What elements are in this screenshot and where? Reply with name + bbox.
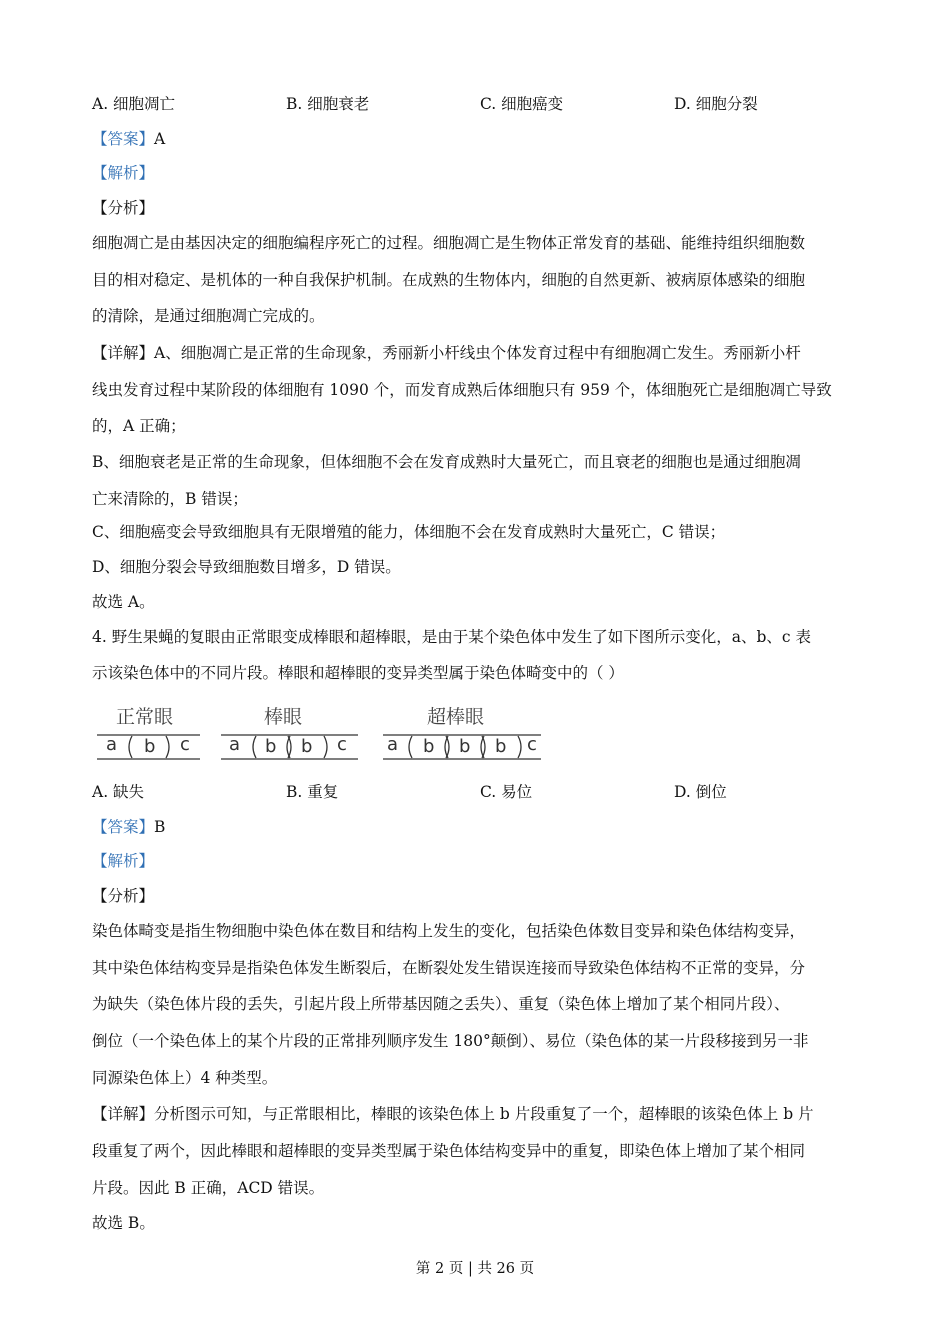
q4-option-a: A. 缺失 xyxy=(92,783,145,801)
q4-fenxi-tag: 【分析】 xyxy=(92,887,155,905)
segment-label: b xyxy=(423,736,435,757)
segment-boundary xyxy=(324,736,327,758)
q4-fenxi-line: 为缺失（染色体片段的丢失，引起片段上所带基因随之丢失）、重复（染色体上增加了某个相同片段）、 xyxy=(92,995,790,1013)
segment-label: a xyxy=(106,734,118,755)
q3-fenxi-line: 目的相对稳定、是机体的一种自我保护机制。在成熟的生物体内，细胞的自然更新、被病原体感染的细胞 xyxy=(92,271,806,289)
segment-label: c xyxy=(337,734,347,755)
q3-detail-line: 线虫发育过程中某阶段的体细胞有 1090 个，而发育成熟后体细胞只有 959 个，体细胞死亡是细胞凋亡导致 xyxy=(92,381,832,399)
q3-detail-line: D、细胞分裂会导致细胞数目增多，D 错误。 xyxy=(92,558,401,576)
q3-fenxi-line: 的清除，是通过细胞凋亡完成的。 xyxy=(92,307,325,325)
answer-value: A xyxy=(154,130,166,148)
segment-label: b xyxy=(301,736,313,757)
figure-title-normal-eye: 正常眼 xyxy=(116,706,174,728)
segment-boundary xyxy=(166,736,169,758)
q3-detail-line: 亡来清除的，B 错误； xyxy=(92,490,248,508)
q4-option-d: D. 倒位 xyxy=(674,783,727,801)
q3-detail-line: 【详解】A、细胞凋亡是正常的生命现象，秀丽新小杆线虫个体发育过程中有细胞凋亡发生。秀丽新小杆 xyxy=(92,344,801,362)
segment-label: b xyxy=(495,736,507,757)
segment-boundary xyxy=(253,736,256,758)
q3-option-a: A. 细胞凋亡 xyxy=(92,95,176,113)
q4-fenxi-line: 染色体畸变是指生物细胞中染色体在数目和结构上发生的变化，包括染色体数目变异和染色体结构变异， xyxy=(92,922,806,940)
q4-option-b: B. 重复 xyxy=(286,783,339,801)
q3-fenxi-tag: 【分析】 xyxy=(92,199,155,217)
segment-boundary xyxy=(409,736,412,758)
q4-detail-line: 片段。因此 B 正确，ACD 错误。 xyxy=(92,1179,325,1197)
answer-tag: 【答案】 xyxy=(92,818,155,836)
figure-title-ultrabar-eye: 超棒眼 xyxy=(427,706,485,728)
q4-option-c: C. 易位 xyxy=(480,783,533,801)
q4-stem-line: 4. 野生果蝇的复眼由正常眼变成棒眼和超棒眼，是由于某个染色体中发生了如下图所示变化，a、b、c 表 xyxy=(92,628,811,646)
q3-analysis-tag: 【解析】 xyxy=(92,164,155,182)
answer-value: B xyxy=(154,818,166,836)
q4-fenxi-line: 其中染色体结构变异是指染色体发生断裂后，在断裂处发生错误连接而导致染色体结构不正常的变异，分 xyxy=(92,959,806,977)
q4-fenxi-line: 倒位（一个染色体上的某个片段的正常排列顺序发生 180°颠倒）、易位（染色体的某一片段移接到另一非 xyxy=(92,1032,809,1050)
segment-label: c xyxy=(527,734,537,755)
segment-label: b xyxy=(265,736,277,757)
segment-label: b xyxy=(144,736,156,757)
segment-label: c xyxy=(180,734,190,755)
answer-tag: 【答案】 xyxy=(92,130,155,148)
segment-label: a xyxy=(387,734,399,755)
q4-detail-line: 【详解】分析图示可知，与正常眼相比，棒眼的该染色体上 b 片段重复了一个，超棒眼的该染色体上 b 片 xyxy=(92,1105,814,1123)
q3-detail-line: 的，A 正确； xyxy=(92,417,186,435)
segment-label: b xyxy=(459,736,471,757)
segment-boundary xyxy=(518,736,521,758)
q3-fenxi-line: 细胞凋亡是由基因决定的细胞编程序死亡的过程。细胞凋亡是生物体正常发育的基础、能维持组织细胞数 xyxy=(92,234,806,252)
q4-fenxi-line: 同源染色体上）4 种类型。 xyxy=(92,1069,278,1087)
q4-conclusion: 故选 B。 xyxy=(92,1214,155,1232)
q3-conclusion: 故选 A。 xyxy=(92,593,155,611)
q3-detail-line: B、细胞衰老是正常的生命现象，但体细胞不会在发育成熟时大量死亡，而且衰老的细胞也是通过细胞凋 xyxy=(92,453,801,471)
q3-option-b: B. 细胞衰老 xyxy=(286,95,370,113)
q3-detail-line: C、细胞癌变会导致细胞具有无限增殖的能力，体细胞不会在发育成熟时大量死亡，C 错误； xyxy=(92,523,726,541)
q3-option-d: D. 细胞分裂 xyxy=(674,95,758,113)
q3-option-c: C. 细胞癌变 xyxy=(480,95,564,113)
segment-boundary xyxy=(129,736,132,758)
q4-detail-line: 段重复了两个，因此棒眼和超棒眼的变异类型属于染色体结构变异中的重复，即染色体上增加了某个相同 xyxy=(92,1142,806,1160)
q4-answer xyxy=(92,817,165,837)
figure-title-bar-eye: 棒眼 xyxy=(264,706,303,728)
segment-label: a xyxy=(229,734,241,755)
q4-stem-line: 示该染色体中的不同片段。棒眼和超棒眼的变异类型属于染色体畸变中的（ ） xyxy=(92,664,624,682)
q4-analysis-tag: 【解析】 xyxy=(92,852,155,870)
page-footer: 第 2 页 | 共 26 页 xyxy=(415,1261,535,1277)
